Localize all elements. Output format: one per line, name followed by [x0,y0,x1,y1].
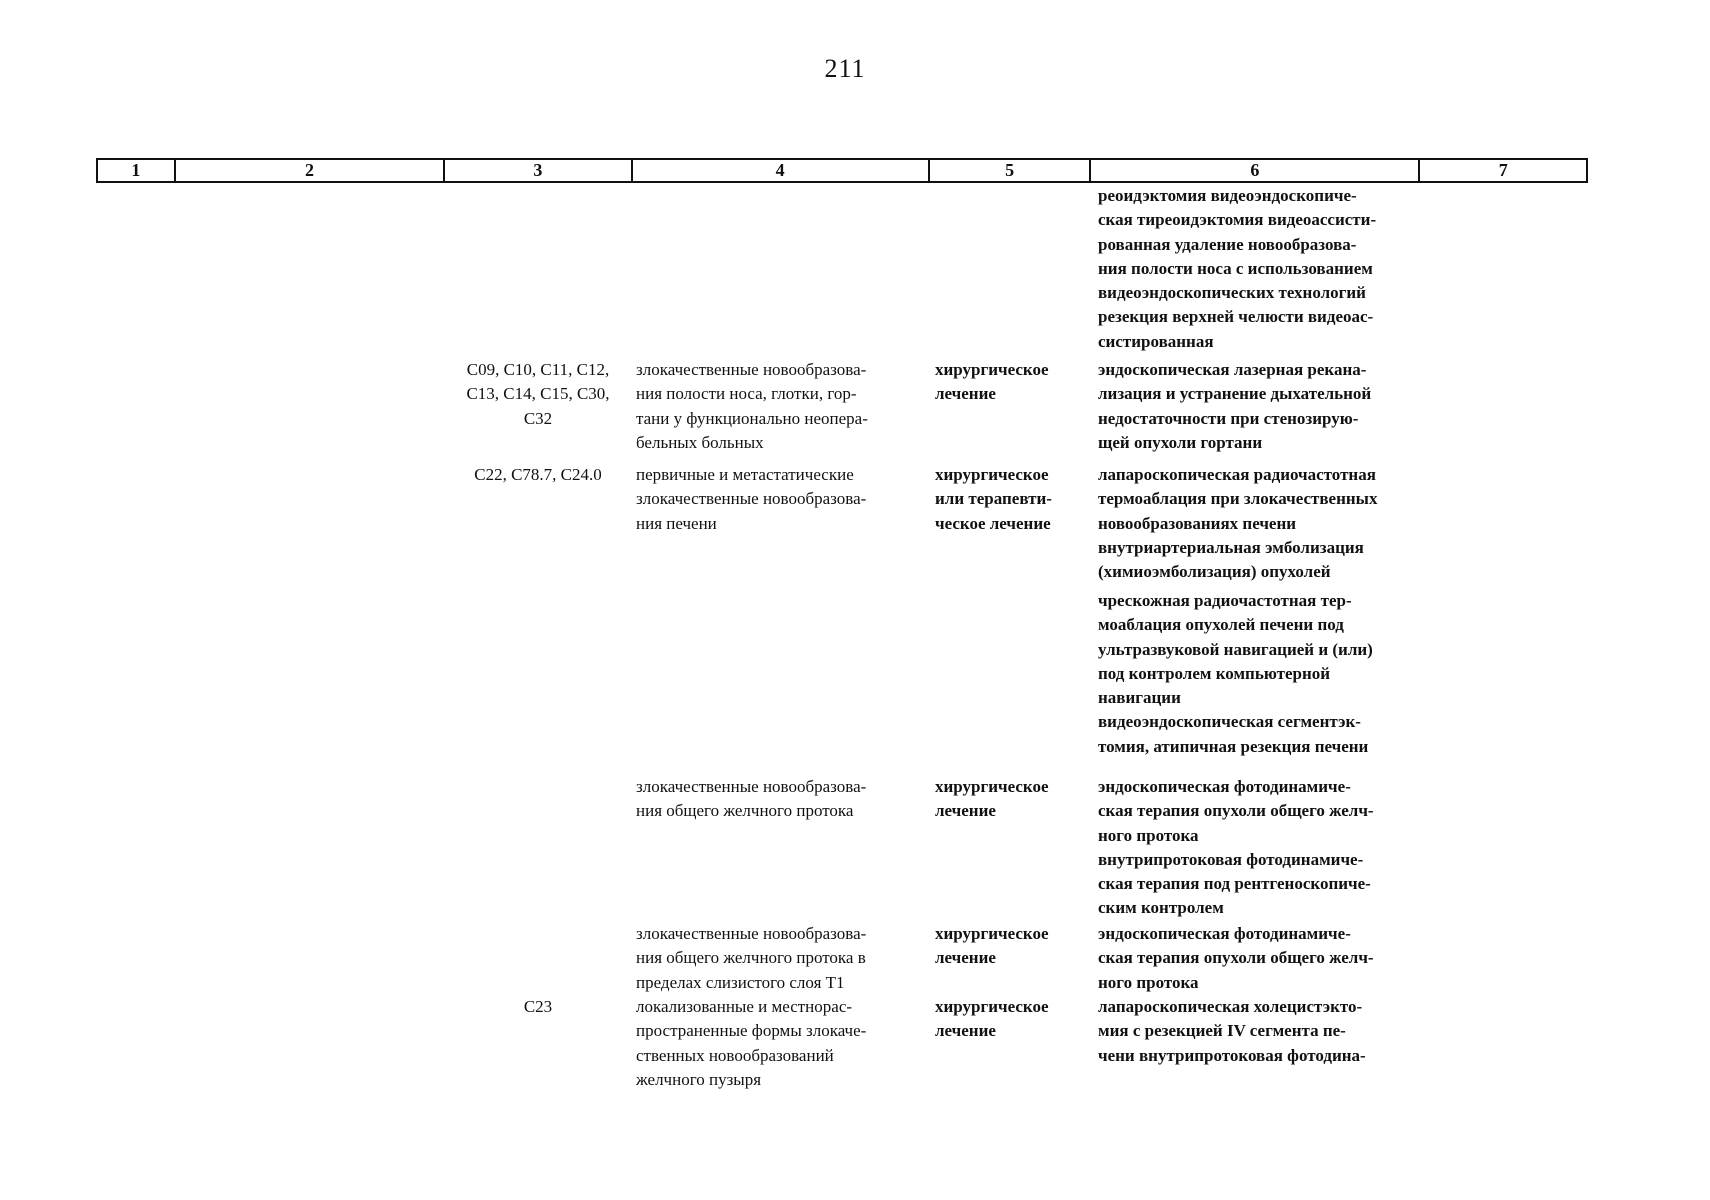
row-methods: эндоскопическая лазерная рекана- лизация и устранение дыхательной недостаточности при стенозирую- щей опухоли гортани [1098,360,1372,452]
column-number-7: 7 [1498,160,1508,180]
row-treatment: хирургическое лечение [935,360,1049,404]
row-diagnosis: злокачественные новообразова- ния полости носа, глотки, гор- тани у функционально неопера- бельных больных [636,360,868,452]
column-number-5: 5 [930,160,1092,181]
row-codes: С09, С10, С11, С12, С13, С14, С15, С30, С32 [466,360,610,428]
row-treatment: хирургическое лечение [935,997,1049,1041]
column-number-1: 1 [98,160,176,181]
row-methods: лапароскопическая холецистэкто- мия с резекцией IV сегмента пе- чени внутрипротоковая фотодина- [1098,997,1366,1065]
row-diagnosis: злокачественные новообразова- ния общего желчного протока [636,777,867,821]
row-methods-extra: чрескожная радиочастотная тер- моаблация опухолей печени под ультразвуковой навигацией и (или) под контролем компьютерной навигации видеоэндоскопическая сегментэк- томия, атипичная резекция печени [1098,591,1373,756]
row-treatment: хирургическое лечение [935,777,1049,821]
column-number-6: 6 [1091,160,1420,181]
row-diagnosis: злокачественные новообразова- ния общего желчного протока в пределах слизистого слоя Т1 [636,924,867,992]
table-column-header [96,158,1588,183]
column-number-2: 2 [176,160,445,181]
column-number-3: 3 [445,160,633,181]
row-diagnosis: первичные и метастатические злокачественные новообразова- ния печени [636,465,867,533]
row-methods: эндоскопическая фотодинамиче- ская терапия опухоли общего желч- ного протока внутрипротоковая фотодинамиче- ская терапия под рентгеноскопиче- ским контролем [1098,777,1374,918]
row-treatment: хирургическое или терапевти- ческое лечение [935,465,1052,533]
row-treatment: хирургическое лечение [935,924,1049,968]
row-codes: С23 [523,997,553,1016]
row-methods: лапароскопическая радиочастотная термоаблация при злокачественных новообразованиях печени внутриартериальная эмболизация (химиоэмболизация) опухолей [1098,465,1378,582]
row-methods: эндоскопическая фотодинамиче- ская терапия опухоли общего желч- ного протока [1098,924,1374,992]
continuation-methods: реоидэктомия видеоэндоскопиче- ская тиреоидэктомия видеоассисти- рованная удаление новообразова- ния полости носа с использованием видеоэндоскопических технологий резекция верхней челюсти видеоас- систированная [1098,186,1377,351]
row-codes: С22, С78.7, С24.0 [474,465,602,484]
column-number-4: 4 [633,160,930,181]
row-diagnosis: локализованные и местнорас- пространенные формы злокаче- ственных новообразований желчного пузыря [636,997,867,1089]
page-number: 211 [824,54,866,83]
